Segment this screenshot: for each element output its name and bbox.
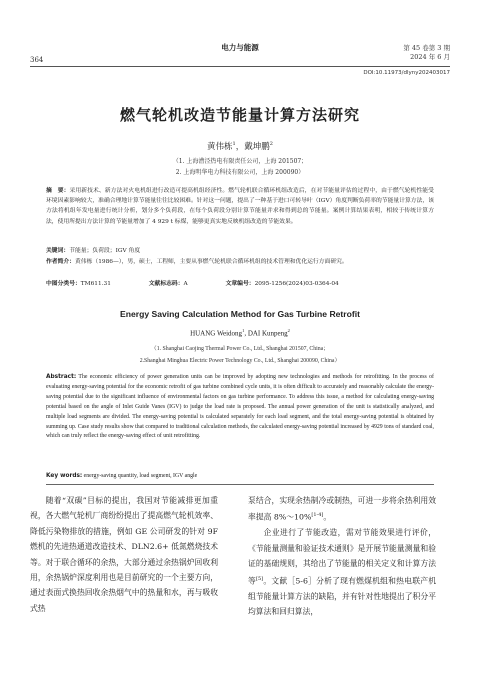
author-en-1-sup: 1: [242, 328, 245, 333]
abstract-cn-label: 摘 要：: [46, 188, 70, 194]
body-paragraph: 随着“双碳”目标的提出，我国对节能减排更加重视，各大燃气轮机厂商纷纷提出了提高燃气轮机效率、降低污染物排放的措施，例如 GE 公司研发的针对 9F 燃机的先进热通道改造技术、DLN2.6+ 低氮燃烧技术等。对于联合循环的余热，大部分通过余热锅炉回收利用，余热锅炉深度利用也是目前研究的一个主要方向，通过表面式换热回收余热烟气中的热量和水，再与吸收式热: [30, 496, 218, 613]
bio-text: 黄伟栋（1986—），男，硕士，工程师，主要从事燃气轮机联合循环机组的技术管理和优化运行方面研究。: [75, 259, 348, 265]
classification-line: [46, 278, 434, 287]
author-1: 黄伟栋: [207, 142, 233, 152]
author-1-sup: 1: [232, 141, 236, 148]
title-english: Energy Saving Calculation Method for Gas Turbine Retrofit: [119, 309, 360, 319]
author-2-sup: 2: [269, 141, 273, 148]
body-paragraph: [248, 493, 436, 525]
affiliation-cn-1: （1. 上海漕泾热电有限责任公司，上海 201507；: [172, 158, 308, 165]
citation: [1-4]: [311, 512, 324, 519]
body-text: 泵结合，实现余热制冷或制热，可进一步将余热利用效率提高 8%～10%: [248, 496, 436, 522]
abstract-chinese: [46, 186, 434, 227]
keywords-cn-label: 关键词：: [46, 248, 70, 254]
volume-issue: 第 45 卷第 3 期: [403, 44, 450, 52]
affiliation-en-1: （1. Shanghai Caojing Thermal Power Co., Ltd., Shanghai 201507, China；: [150, 346, 330, 352]
author-bio: [46, 257, 434, 267]
body-column-left: [30, 493, 218, 616]
doc-code-value: A: [183, 281, 188, 287]
doi: DOI:10.11973/dlyny202403017: [363, 70, 450, 76]
clc-label: 中图分类号：: [46, 281, 81, 287]
keywords-cn-text: 节能量；负荷段；IGV 角度: [69, 248, 141, 254]
affiliation-cn-2: 2. 上海明华电力科技有限公司，上海 200090）: [175, 169, 305, 176]
keywords-en-text: energy-saving quantity, load segment, IGV angle: [82, 473, 198, 479]
affiliation-en-2: 2.Shanghai Minghua Electric Power Technology Co., Ltd., Shanghai 200090, China）: [139, 358, 341, 364]
abstract-en-label: Abstract:: [46, 374, 77, 380]
abstract-en-text: The economic efficiency of power generation units can be improved by adopting new technologies and methods for retrofitting. In the process of evaluating energy-saving potential for the economic retrofit of gas turbine combined cycle units, it is often difficult to accurately and reasonably calculate the energy-saving potential due to the significant influence of environmental factors on gas turbine performance. To address this issue, a method for calculating energy-saving potential based on the angle of Inlet Guide Vanes (IGV) to judge the load rate is proposed. The annual power generation of the unit is statistically analyzed, and multiple load segments are divided. The energy-saving potential is calculated separately for each load segment, and the total energy-saving potential is obtained by summing up. Case study results show that compared to traditional calculation methods, the calculated energy-saving potential increased by 4929 tons of standard coal, which can truly reflect the energy-saving effect of unit retrofitting.: [46, 374, 434, 440]
clc-item: [46, 281, 111, 287]
journal-name: 电力与能源: [221, 43, 259, 52]
bio-label: 作者简介：: [46, 259, 75, 265]
author-en-separator: ,: [244, 329, 248, 338]
authors-chinese: [0, 140, 480, 152]
issue-date: 2024 年 6 月: [410, 53, 450, 61]
doc-code-label: 文献标志码：: [148, 281, 184, 287]
title-chinese: 燃气轮机改造节能量计算方法研究: [119, 106, 360, 124]
keywords-english: [46, 471, 434, 481]
issue-info: [403, 44, 450, 62]
abstract-cn-text: 采用新技术、新方法对火电机组进行改造可提高机组经济性。燃气轮机联合循环机组改造后，在对节能量评估的过程中，由于燃气轮机性能受环境因素影响较大，准确合理地计算节能量往往比较困难。针对这一问题，提出了一种基于进口可转导叶（IGV）角度判断负荷率的节能量计算方法，该方法将机组年发电量进行统计分析，划分多个负荷段，在每个负荷段分别计算节能量并求和得到总的节能量。案例计算结果表明，相较于传统计算方法，使用所提出方法计算的节能量增加了 4 929 t 标煤，能够更真实地反映机组改造的节能效果。: [46, 188, 434, 225]
author-en-2-sup: 2: [287, 328, 290, 333]
body-column-right: [248, 493, 436, 619]
section-divider: [46, 484, 434, 485]
article-number-label: 文章编号：: [225, 281, 255, 287]
abstract-english: [46, 373, 434, 442]
author-2: 戴坤鹏: [244, 142, 270, 152]
article-number-value: 2095-1256(2024)03-0364-04: [254, 281, 339, 287]
body-text: 。文献［5-6］分析了现有燃煤机组和热电联产机组节能量计算方法的缺陷，并有针对性地提出了积分平均算法和回归算法，: [248, 576, 437, 617]
body-text: 。: [323, 513, 332, 522]
authors-english: [0, 328, 480, 337]
citation: [5]: [256, 575, 264, 582]
author-en-2: DAI Kunpeng: [247, 329, 288, 338]
keywords-chinese: [46, 246, 434, 256]
doc-code-item: [149, 281, 188, 287]
header-rule: [30, 66, 450, 67]
page-number: 364: [30, 56, 44, 64]
article-number-item: [226, 281, 339, 287]
author-separator: ，: [235, 142, 245, 152]
author-en-1: HUANG Weidong: [190, 329, 243, 338]
keywords-en-label: Key words:: [46, 473, 83, 479]
clc-value: TM611.31: [80, 281, 111, 287]
body-text: 企业进行了节能改造，需对节能效果进行评价，《节能量测量和验证技术通则》是开展节能量测量和验证的基础规则，其给出了节能量的相关定义和计算方法等: [248, 528, 436, 586]
body-paragraph: [248, 525, 436, 619]
